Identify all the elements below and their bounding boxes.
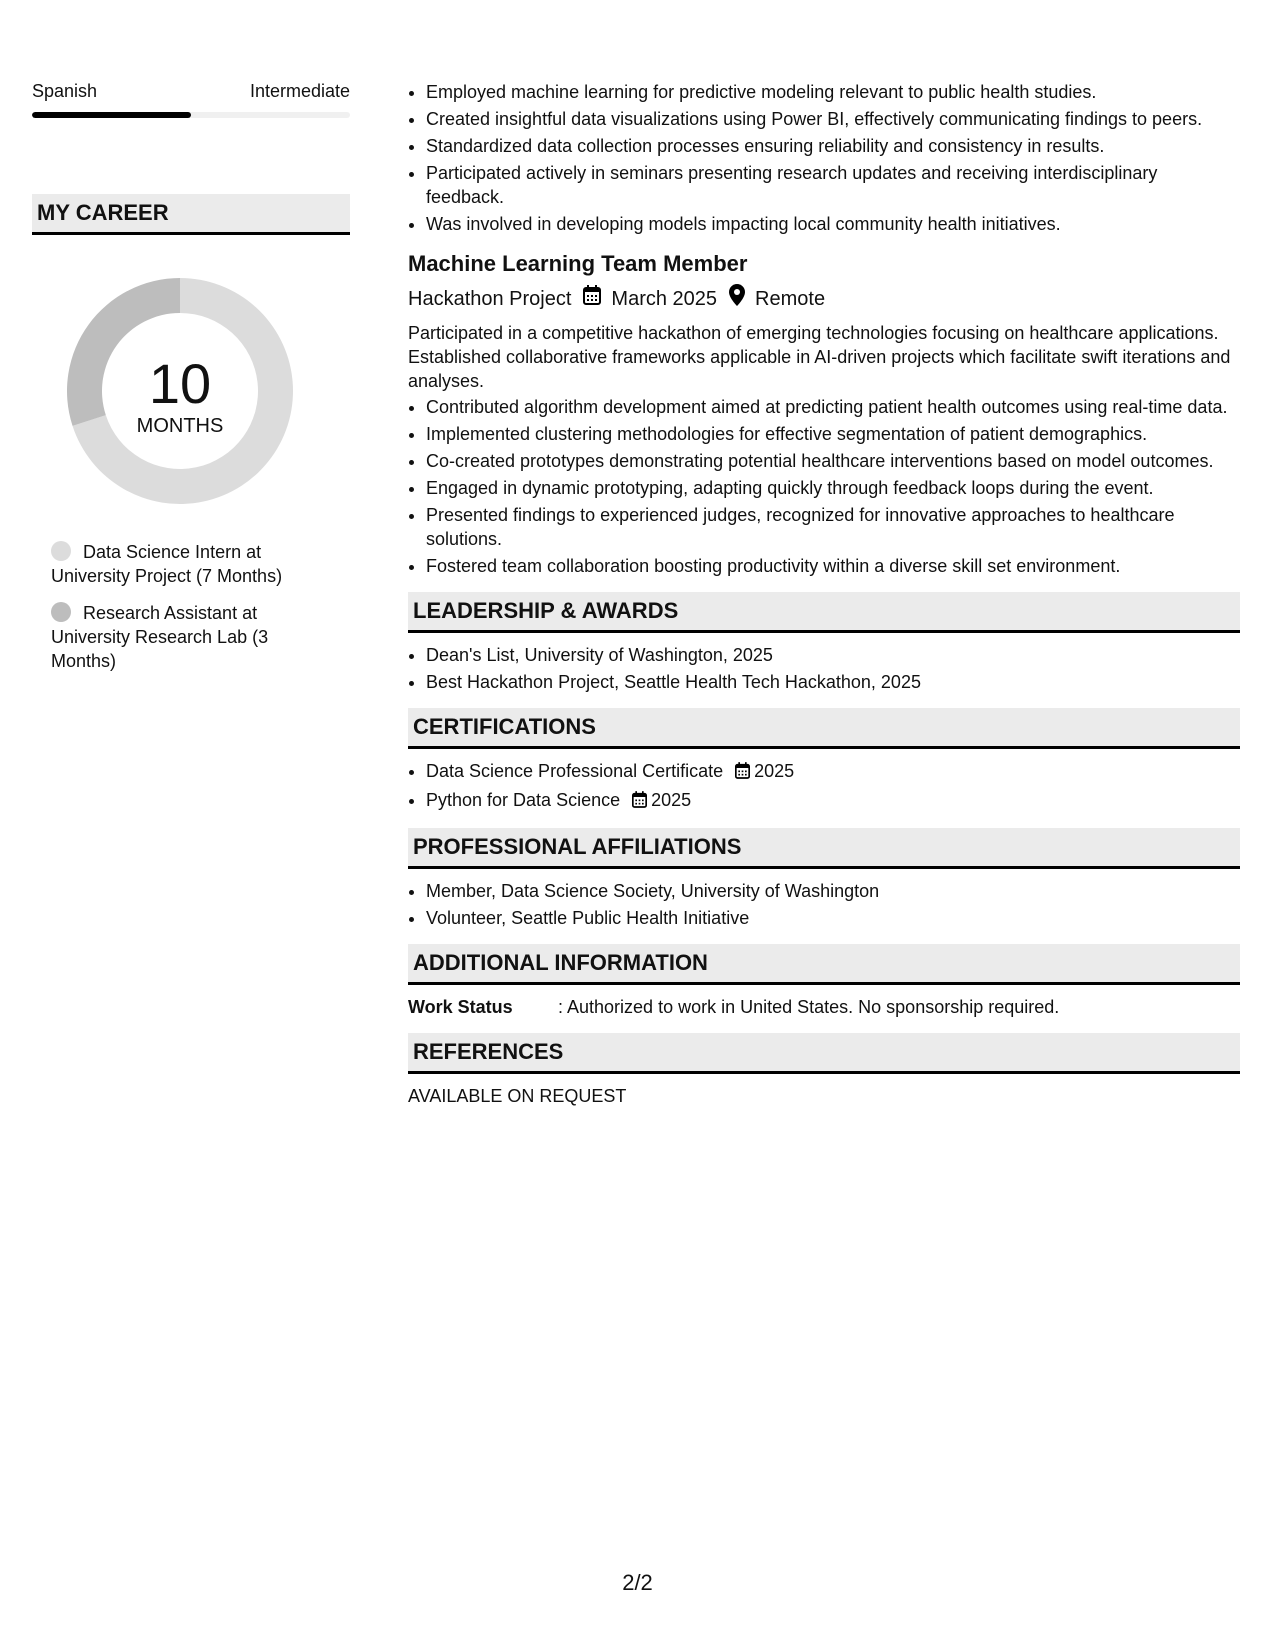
- list-item: • Employed machine learning for predictive modeling relevant to public health studies.: [426, 80, 1240, 104]
- leadership-heading: LEADERSHIP & AWARDS: [408, 592, 1240, 633]
- job-org: Hackathon Project: [408, 287, 572, 310]
- job-description: Participated in a competitive hackathon of emerging technologies focusing on healthcare applications. Established collaborative frameworks applicable in AI-driven projects which facilitate swift iterations and analyses.: [408, 323, 1231, 391]
- job-location: Remote: [755, 287, 826, 310]
- left-column: [32, 80, 350, 686]
- right-column: [408, 80, 1240, 1108]
- career-total-unit: MONTHS: [136, 415, 224, 437]
- language-name: Spanish: [32, 81, 98, 101]
- legend-dot-icon: [51, 602, 71, 622]
- certifications-heading: CERTIFICATIONS: [408, 708, 1240, 749]
- job-bullets: [408, 395, 1240, 578]
- legend-label: Research Assistant at University Research Lab (3 Months): [51, 603, 269, 671]
- language-level: Intermediate: [249, 81, 350, 101]
- legend-dot-icon: [51, 541, 71, 561]
- additional-info-heading: ADDITIONAL INFORMATION: [408, 944, 1240, 985]
- career-donut-chart: [67, 278, 293, 504]
- calendar-icon: [583, 285, 601, 312]
- list-item: • Contributed algorithm development aimed at predicting patient health outcomes using real-time data.: [426, 395, 1240, 419]
- certification-name: Data Science Professional Certificate: [426, 761, 724, 781]
- list-item: • Participated actively in seminars presenting research updates and receiving interdisciplinary feedback.: [426, 161, 1240, 209]
- list-item: [426, 788, 1240, 814]
- job-title: Machine Learning Team Member: [408, 251, 748, 276]
- work-status-label: Work Status: [408, 997, 513, 1017]
- references-heading: REFERENCES: [408, 1033, 1240, 1074]
- list-item: • Fostered team collaboration boosting productivity within a diverse skill set environment.: [426, 554, 1240, 578]
- career-total-value: 10: [148, 352, 212, 415]
- certification-year: 2025: [651, 790, 692, 810]
- list-item: • Implemented clustering methodologies for effective segmentation of patient demographics.: [426, 422, 1240, 446]
- previous-job-bullets: [408, 80, 1240, 236]
- affiliations-list: [408, 879, 1240, 930]
- list-item: • Volunteer, Seattle Public Health Initiative: [426, 906, 1240, 930]
- map-pin-icon: [729, 284, 745, 313]
- language-row: [32, 80, 350, 102]
- job-meta: [408, 284, 1240, 313]
- career-heading: MY CAREER: [32, 194, 350, 235]
- work-status-row: [408, 995, 1240, 1019]
- list-item: • Member, Data Science Society, University of Washington: [426, 879, 1240, 903]
- legend-label: Data Science Intern at University Project (7 Months): [51, 542, 283, 586]
- career-legend: [51, 540, 311, 673]
- list-item: • Best Hackathon Project, Seattle Health Tech Hackathon, 2025: [426, 670, 1240, 694]
- legend-item: [51, 540, 311, 588]
- affiliations-heading: PROFESSIONAL AFFILIATIONS: [408, 828, 1240, 869]
- language-proficiency-bar: [32, 112, 350, 118]
- calendar-icon: [735, 761, 750, 785]
- leadership-list: [408, 643, 1240, 694]
- list-item: • Engaged in dynamic prototyping, adapting quickly through feedback loops during the event.: [426, 476, 1240, 500]
- language-proficiency-fill: [32, 112, 191, 118]
- list-item: [426, 759, 1240, 785]
- list-item: • Was involved in developing models impacting local community health initiatives.: [426, 212, 1240, 236]
- list-item: • Presented findings to experienced judges, recognized for innovative approaches to healthcare solutions.: [426, 503, 1240, 551]
- donut-center-label: [67, 278, 293, 438]
- certification-year: 2025: [754, 761, 795, 781]
- references-text: AVAILABLE ON REQUEST: [408, 1086, 627, 1106]
- calendar-icon: [632, 790, 647, 814]
- list-item: • Co-created prototypes demonstrating potential healthcare interventions based on model outcomes.: [426, 449, 1240, 473]
- list-item: • Standardized data collection processes ensuring reliability and consistency in results.: [426, 134, 1240, 158]
- legend-item: [51, 601, 311, 673]
- certifications-list: [408, 759, 1240, 814]
- list-item: • Dean's List, University of Washington, 2025: [426, 643, 1240, 667]
- language-entry: [32, 80, 350, 118]
- work-status-value: : Authorized to work in United States. No sponsorship required.: [558, 997, 1060, 1017]
- certification-name: Python for Data Science: [426, 790, 621, 810]
- page-number: 2/2: [622, 1570, 653, 1595]
- job-date: March 2025: [611, 287, 718, 310]
- list-item: • Created insightful data visualizations using Power BI, effectively communicating findings to peers.: [426, 107, 1240, 131]
